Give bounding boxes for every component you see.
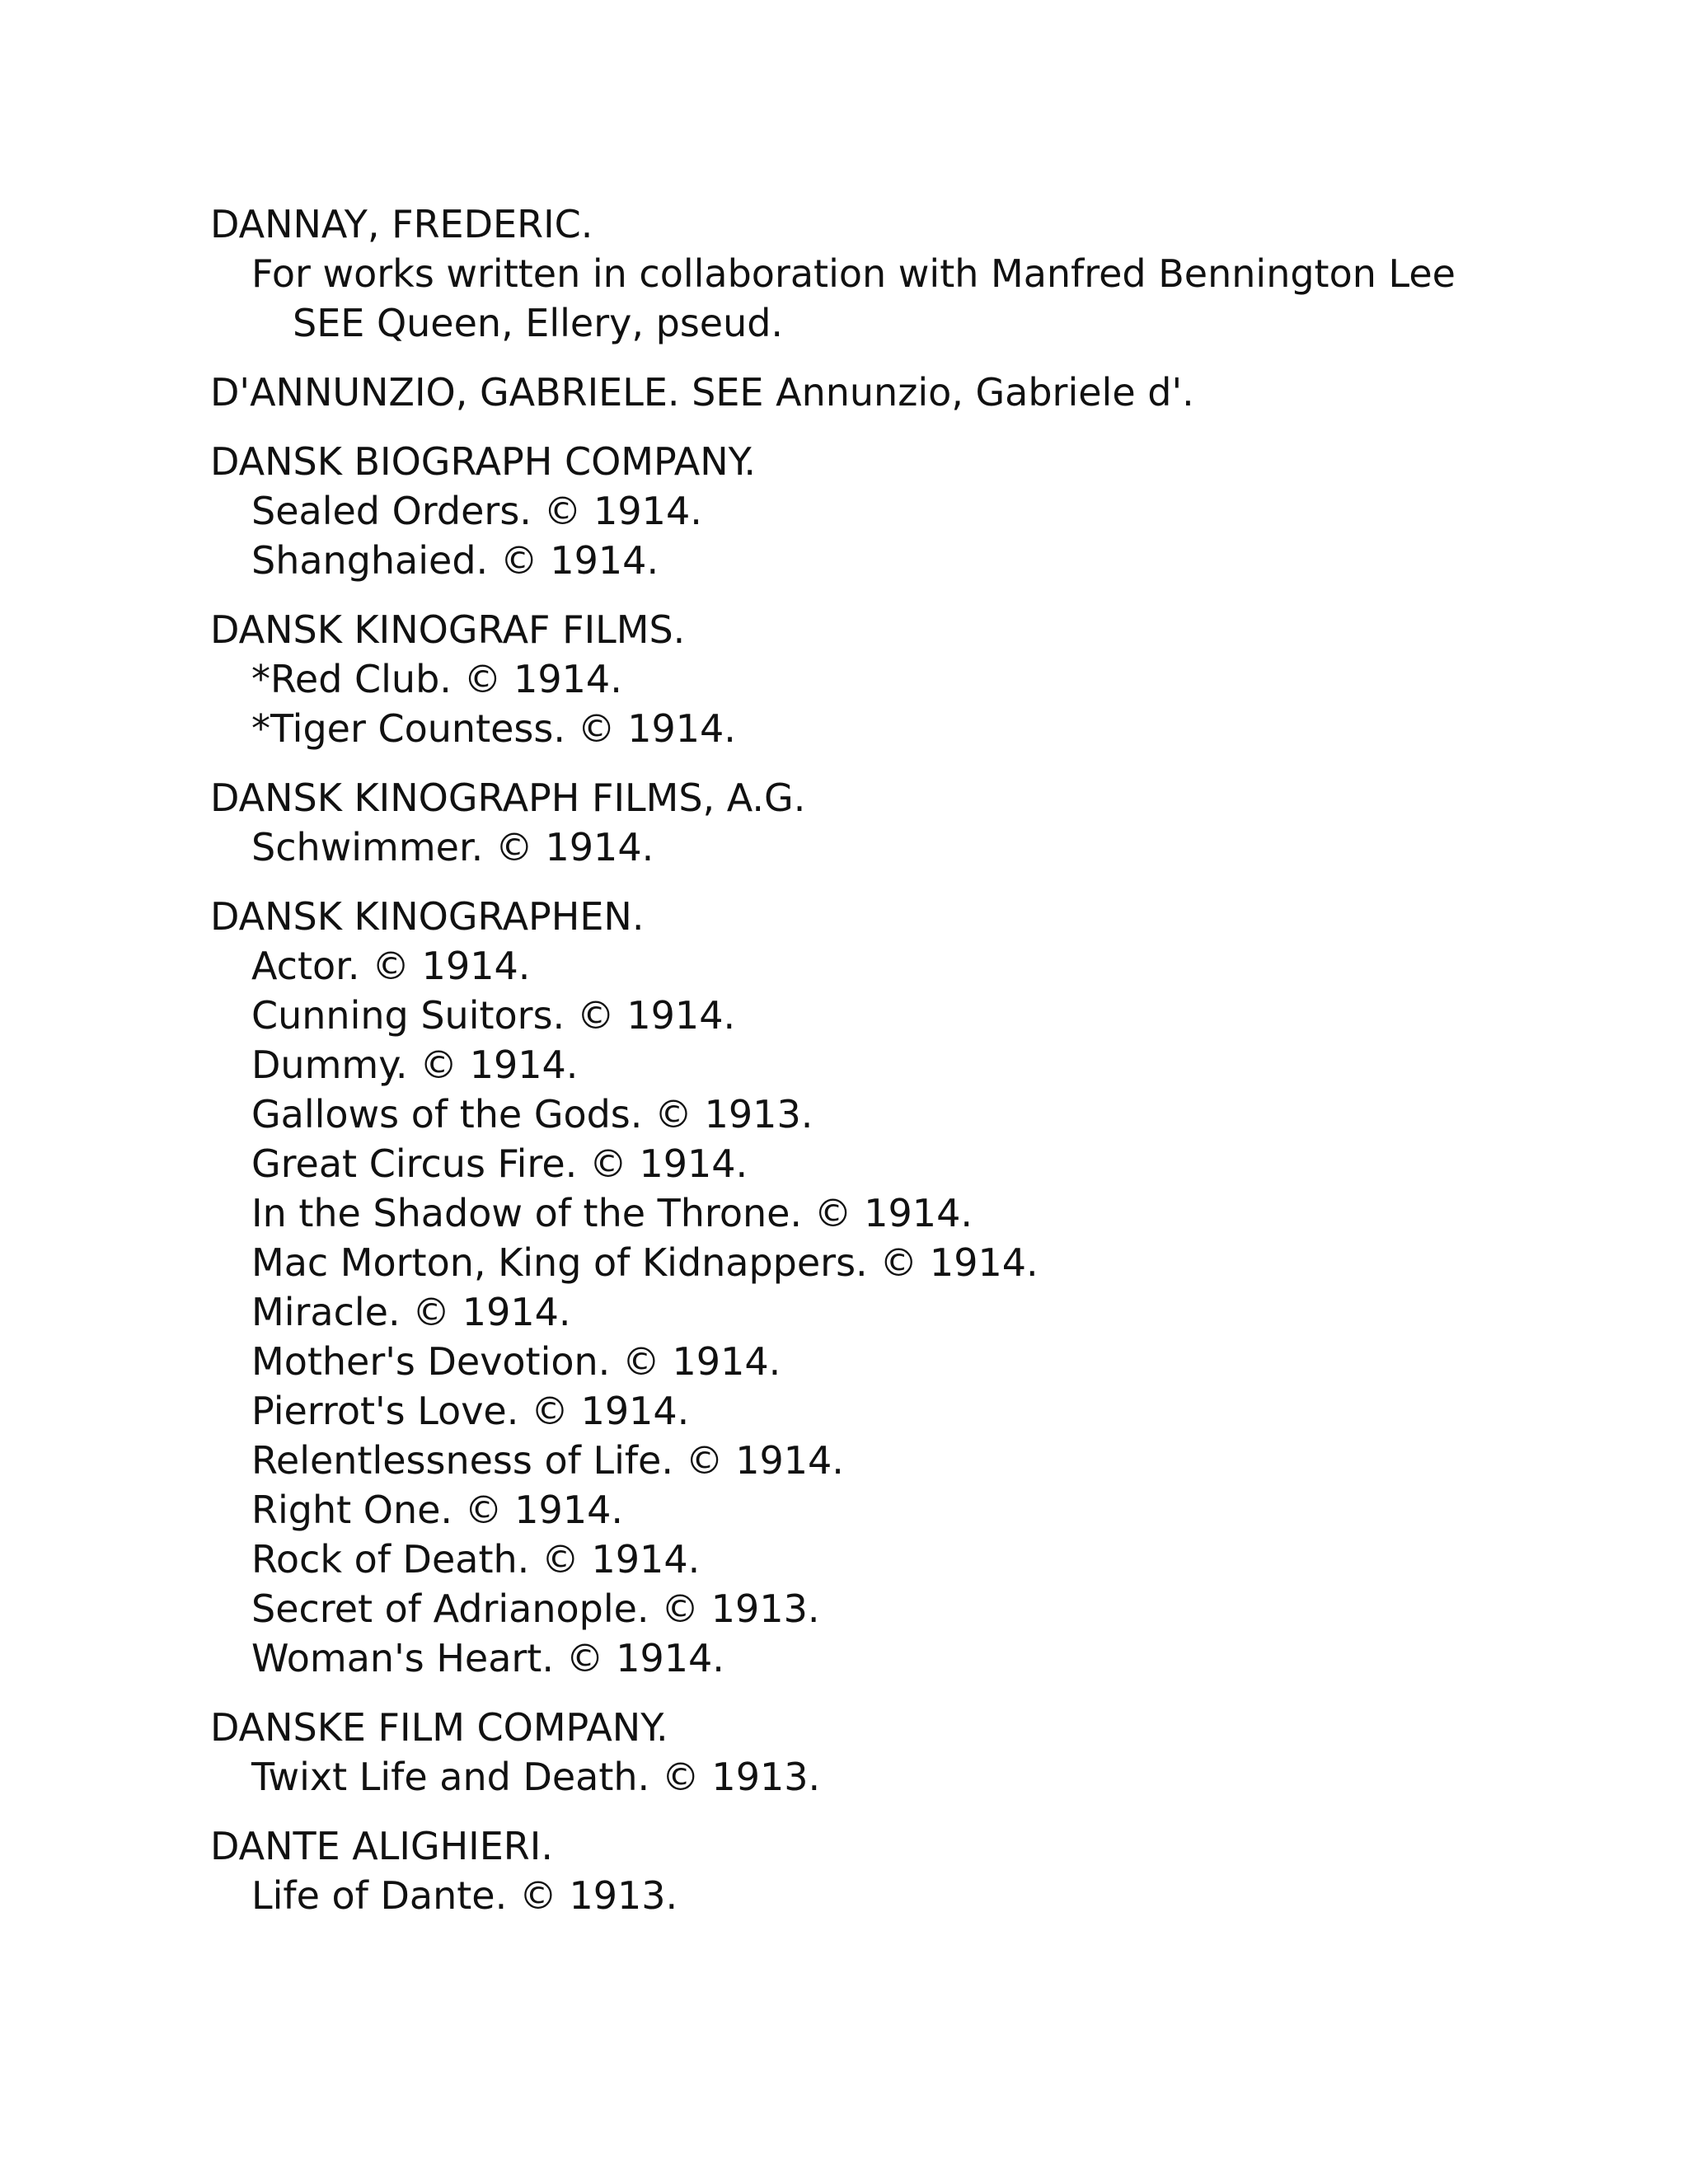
entry-line: For works written in collaboration with Manfred Bennington Lee: [251, 251, 1456, 296]
entry-line: *Tiger Countess. © 1914.: [251, 706, 736, 751]
entry-danske-film: [210, 1703, 1529, 1802]
entry-dansk-kinograf: [210, 605, 1529, 753]
entry-line: Mother's Devotion. © 1914.: [251, 1339, 781, 1384]
entry-heading: DANSK BIOGRAPH COMPANY.: [210, 439, 757, 484]
entry-line: Cunning Suitors. © 1914.: [251, 993, 736, 1038]
entry-line: Mac Morton, King of Kidnappers. © 1914.: [251, 1240, 1039, 1285]
entry-heading: DANNAY, FREDERIC.: [210, 202, 593, 246]
entry-dannunzio: [210, 368, 1529, 417]
entry-line: Secret of Adrianople. © 1913.: [251, 1586, 820, 1631]
entry-line: Pierrot's Love. © 1914.: [251, 1389, 690, 1433]
entry-line: Great Circus Fire. © 1914.: [251, 1141, 748, 1186]
entry-line: Miracle. © 1914.: [251, 1290, 571, 1334]
entry-line: Actor. © 1914.: [251, 944, 531, 988]
entry-heading: DANTE ALIGHIERI.: [210, 1824, 553, 1868]
entry-dansk-kinograph-ag: [210, 773, 1529, 872]
entry-heading: DANSK KINOGRAPHEN.: [210, 894, 645, 939]
entry-line: Dummy. © 1914.: [251, 1043, 579, 1087]
entry-dansk-biograph: [210, 437, 1529, 585]
entry-heading: D'ANNUNZIO, GABRIELE. SEE Annunzio, Gabriele d'.: [210, 370, 1194, 415]
entry-line: Relentlessness of Life. © 1914.: [251, 1438, 844, 1483]
entry-line: Twixt Life and Death. © 1913.: [251, 1755, 821, 1799]
entry-dante-alighieri: [210, 1821, 1529, 1920]
catalog-entries: [210, 199, 1529, 1940]
entry-heading: DANSK KINOGRAF FILMS.: [210, 607, 686, 652]
entry-dannay: [210, 199, 1529, 348]
entry-dansk-kinographen: [210, 892, 1529, 1683]
entry-line: Life of Dante. © 1913.: [251, 1873, 678, 1918]
entry-line: Sealed Orders. © 1914.: [251, 489, 702, 533]
entry-line: In the Shadow of the Throne. © 1914.: [251, 1191, 973, 1235]
entry-line: *Red Club. © 1914.: [251, 657, 622, 701]
entry-line: Woman's Heart. © 1914.: [251, 1636, 724, 1680]
entry-heading: DANSKE FILM COMPANY.: [210, 1705, 668, 1750]
entry-heading: DANSK KINOGRAPH FILMS, A.G.: [210, 776, 806, 820]
entry-line: Schwimmer. © 1914.: [251, 825, 654, 869]
entry-see-reference: SEE Queen, Ellery, pseud.: [293, 301, 784, 345]
entry-line: Right One. © 1914.: [251, 1488, 623, 1532]
entry-line: Gallows of the Gods. © 1913.: [251, 1092, 814, 1137]
entry-line: Shanghaied. © 1914.: [251, 538, 659, 583]
entry-line: Rock of Death. © 1914.: [251, 1537, 701, 1582]
